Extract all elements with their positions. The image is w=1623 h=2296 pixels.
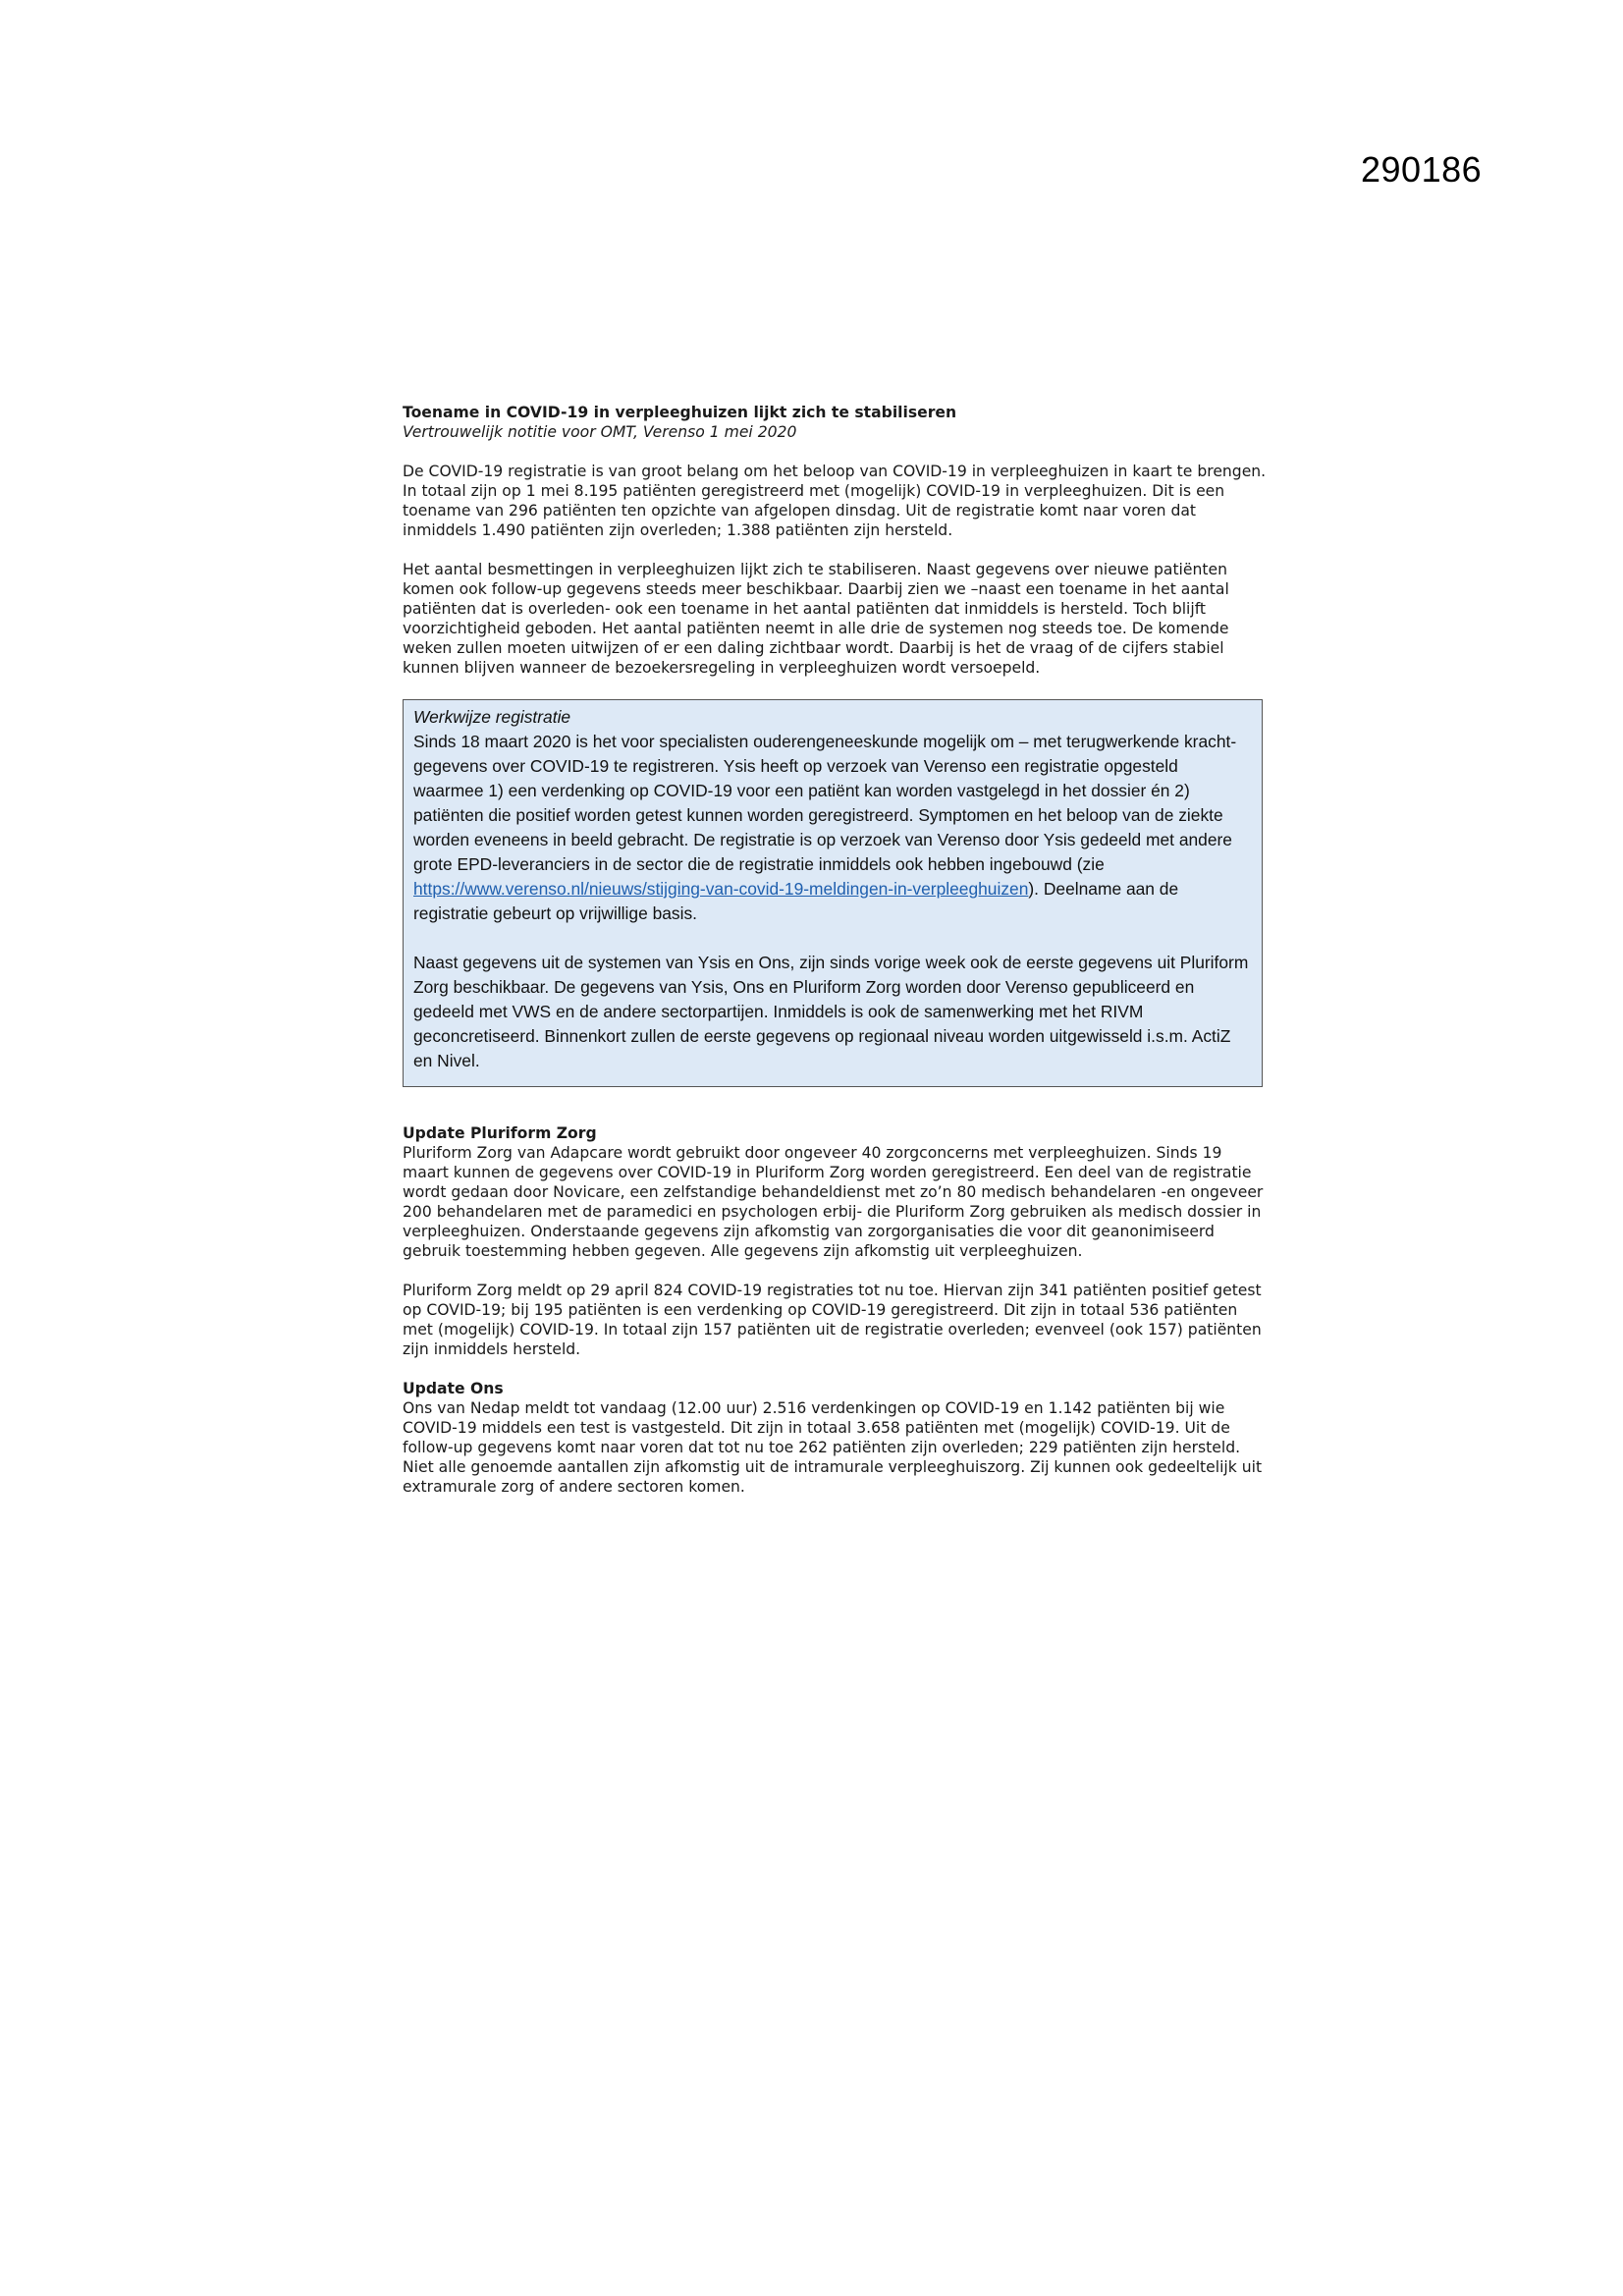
info-box-text-before-link: Sinds 18 maart 2020 is het voor specialisten ouderengeneeskunde mogelijk om – met terugwerkende kracht- gegevens over COVID-19 te registreren. Ysis heeft op verzoek van Verenso een registratie opgesteld waarmee 1) een verdenking op COVID-19 voor een patiënt kan worden vastgelegd in het dossier én 2) patiënten die positief worden getest kunnen worden geregistreerd. Symptomen en het beloop van de ziekte worden eveneens in beeld gebracht. De registratie is op verzoek van Verenso door Ysis gedeeld met andere grote EPD-leveranciers in de sector die de registratie inmiddels ook hebben ingebouwd (zie <box>413 732 1237 874</box>
info-box-text-after-link: ). Deelname aan de registratie gebeurt op vrijwillige basis. <box>413 879 1179 923</box>
info-box-paragraph-2: Naast gegevens uit de systemen van Ysis en Ons, zijn sinds vorige week ook de eerste gegevens uit Pluriform Zorg beschikbaar. De gegevens van Ysis, Ons en Pluriform Zorg worden door Verenso gepubliceerd en gedeeld met VWS en de andere sectorpartijen. Inmiddels is ook de samenwerking met het RIVM geconcretiseerd. Binnenkort zullen de eerste gegevens op regionaal niveau worden uitgewisseld i.s.m. ActiZ en Nivel. <box>413 953 1249 1070</box>
werkwijze-info-box <box>403 699 1263 1087</box>
info-box-paragraph-1 <box>413 730 1252 926</box>
document-title: Toename in COVID-19 in verpleeghuizen lijkt zich te stabiliseren <box>403 404 957 421</box>
pluriform-paragraph-1: Pluriform Zorg van Adapcare wordt gebruikt door ongeveer 40 zorgconcerns met verpleeghuizen. Sinds 19 maart kunnen de gegevens over COVID-19 in Pluriform Zorg worden geregistreerd. Een deel van de registratie wordt gedaan door Novicare, een zelfstandige behandeldienst met zo’n 80 medisch behandelaren -en ongeveer 200 behandelaren met de paramedici en psychologen erbij- die Pluriform Zorg gebruiken als medisch dossier in verpleeghuizen. Onderstaande gegevens zijn afkomstig van zorgorganisaties die voor dit geanonimiseerd gebruik toestemming hebben gegeven. Alle gegevens zijn afkomstig uit verpleeghuizen. <box>403 1144 1264 1260</box>
document-number: 290186 <box>1361 149 1483 190</box>
document-subtitle: Vertrouwelijk notitie voor OMT, Verenso 1 mei 2020 <box>403 423 797 441</box>
ons-heading: Update Ons <box>403 1380 504 1397</box>
pluriform-heading: Update Pluriform Zorg <box>403 1124 597 1142</box>
ons-paragraph-1: Ons van Nedap meldt tot vandaag (12.00 uur) 2.516 verdenkingen op COVID-19 en 1.142 patiënten bij wie COVID-19 middels een test is vastgesteld. Dit zijn in totaal 3.658 patiënten met (mogelijk) COVID-19. Uit de follow-up gegevens komt naar voren dat tot nu toe 262 patiënten zijn overleden; 229 patiënten zijn hersteld. Niet alle genoemde aantallen zijn afkomstig uit de intramurale verpleeghuiszorg. Zij kunnen ook gedeeltelijk uit extramurale zorg of andere sectoren komen. <box>403 1399 1263 1496</box>
pluriform-paragraph-2: Pluriform Zorg meldt op 29 april 824 COVID-19 registraties tot nu toe. Hiervan zijn 341 patiënten positief getest op COVID-19; bij 195 patiënten is een verdenking op COVID-19 geregistreerd. Dit zijn in totaal 536 patiënten met (mogelijk) COVID-19. In totaal zijn 157 patiënten uit de registratie overleden; evenveel (ook 157) patiënten zijn inmiddels hersteld. <box>403 1282 1262 1358</box>
intro-paragraph-1: De COVID-19 registratie is van groot belang om het beloop van COVID-19 in verpleeghuizen in kaart te brengen. In totaal zijn op 1 mei 8.195 patiënten geregistreerd met (mogelijk) COVID-19 in verpleeghuizen. Dit is een toename van 296 patiënten ten opzichte van afgelopen dinsdag. Uit de registratie komt naar voren dat inmiddels 1.490 patiënten zijn overleden; 1.388 patiënten zijn hersteld. <box>403 463 1267 539</box>
verenso-news-link[interactable]: https://www.verenso.nl/nieuws/stijging-van-covid-19-meldingen-in-verpleeghuizen <box>413 879 1029 899</box>
document-body <box>403 403 1267 1516</box>
intro-paragraph-2: Het aantal besmettingen in verpleeghuizen lijkt zich te stabiliseren. Naast gegevens over nieuwe patiënten komen ook follow-up gegevens steeds meer beschikbaar. Daarbij zien we –naast een toename in het aantal patiënten dat is overleden- ook een toename in het aantal patiënten dat inmiddels is hersteld. Toch blijft voorzichtigheid geboden. Het aantal patiënten neemt in alle drie de systemen nog steeds toe. De komende weken zullen moeten uitwijzen of er een daling zichtbaar wordt. Daarbij is het de vraag of de cijfers stabiel kunnen blijven wanneer de bezoekersregeling in verpleeghuizen wordt versoepeld. <box>403 561 1229 677</box>
info-box-title: Werkwijze registratie <box>413 707 571 727</box>
